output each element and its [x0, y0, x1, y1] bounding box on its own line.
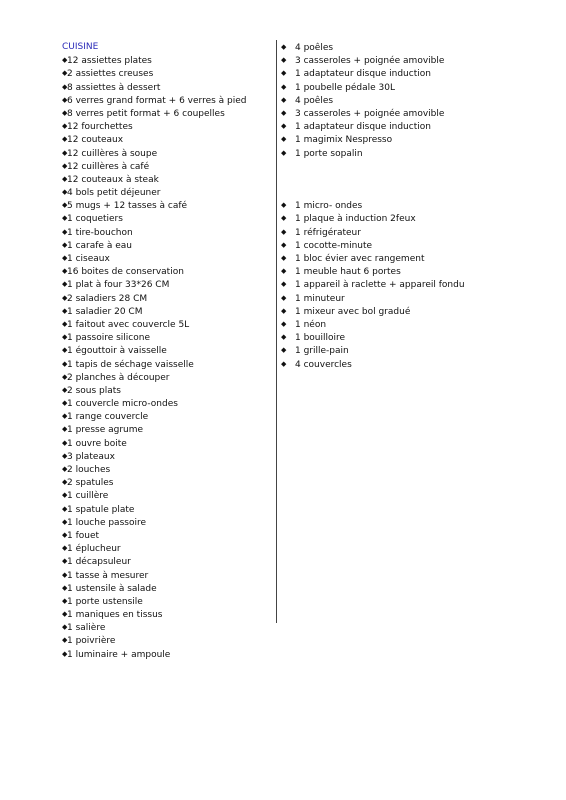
list-item-text: 12 cuillères à soupe — [67, 148, 158, 159]
list-item — [281, 278, 521, 291]
list-item — [62, 463, 272, 476]
bullet-icon: ◆ — [62, 122, 68, 131]
bullet-icon: ◆ — [62, 148, 68, 157]
bullet-icon: ◆ — [281, 69, 287, 78]
list-item — [62, 503, 272, 516]
bullet-icon: ◆ — [281, 108, 287, 117]
list-item — [62, 265, 272, 278]
bullet-icon: ◆ — [62, 254, 68, 262]
list-item-text: 1 adaptateur disque induction — [295, 69, 431, 80]
bullet-icon: ◆ — [62, 161, 68, 170]
list-item-text: 2 sous plats — [67, 385, 121, 396]
bullet-icon: ◆ — [281, 359, 287, 368]
bullet-icon: ◆ — [62, 478, 68, 487]
bullet-icon: ◆ — [62, 412, 68, 421]
list-item — [281, 41, 521, 54]
list-item — [62, 199, 272, 212]
bullet-icon: ◆ — [281, 122, 287, 131]
list-item — [62, 397, 272, 410]
bullet-icon: ◆ — [62, 557, 68, 566]
list-item-text: 8 verres petit format + 6 coupelles — [67, 108, 225, 119]
list-item-text: 1 presse agrume — [67, 425, 144, 436]
list-spacer — [281, 160, 521, 173]
list-item — [62, 476, 272, 489]
list-item-text: 1 plaque à induction 2feux — [295, 214, 416, 225]
list-item — [281, 212, 521, 225]
list-item-text: 1 poivrière — [67, 636, 116, 647]
list-item-text: 1 grille-pain — [295, 346, 349, 357]
list-item-text: 1 faitout avec couvercle 5L — [67, 319, 190, 330]
bullet-icon: ◆ — [281, 333, 287, 342]
bullet-icon: ◆ — [62, 319, 68, 328]
bullet-icon: ◆ — [281, 280, 287, 289]
list-item — [62, 423, 272, 436]
list-item — [62, 252, 272, 265]
list-item-text: 1 bloc évier avec rangement — [295, 254, 425, 264]
list-item — [62, 489, 272, 502]
list-item-text: 4 couvercles — [295, 359, 352, 370]
list-item — [281, 199, 521, 212]
bullet-icon: ◆ — [281, 201, 287, 210]
bullet-icon: ◆ — [62, 530, 68, 539]
list-item-text: 1 décapsuleur — [67, 557, 131, 568]
bullet-icon: ◆ — [62, 333, 68, 342]
bullet-icon: ◆ — [62, 227, 68, 236]
list-item — [62, 516, 272, 529]
list-item — [62, 582, 272, 595]
list-item — [281, 318, 521, 331]
list-item — [62, 410, 272, 423]
list-item — [281, 226, 521, 239]
list-item — [281, 305, 521, 318]
list-item-text: 2 assiettes creuses — [67, 69, 154, 80]
list-item — [62, 147, 272, 160]
bullet-icon: ◆ — [281, 56, 287, 65]
bullet-icon: ◆ — [62, 636, 68, 645]
list-item — [62, 107, 272, 120]
list-item — [62, 239, 272, 252]
list-item-text: 6 verres grand format + 6 verres à pied — [67, 95, 247, 106]
list-item-text: 1 couvercle micro-ondes — [67, 399, 178, 410]
list-item — [62, 318, 272, 331]
list-item-text: 1 carafe à eau — [67, 240, 132, 251]
list-item-text: 1 micro- ondes — [295, 201, 363, 212]
bullet-icon: ◆ — [62, 649, 68, 658]
list-item — [281, 239, 521, 252]
list-item-text: 2 spatules — [67, 478, 114, 489]
list-item-text: 1 ouvre boite — [67, 438, 127, 449]
list-item — [281, 67, 521, 80]
bullet-icon: ◆ — [62, 188, 68, 197]
list-item-text: 1 éplucheur — [67, 544, 121, 555]
list-item — [62, 634, 272, 647]
bullet-icon: ◆ — [62, 399, 68, 408]
list-item — [62, 529, 272, 542]
list-item — [62, 331, 272, 344]
list-item-text: 1 bouilloire — [295, 333, 346, 344]
list-item — [62, 133, 272, 146]
list-item — [62, 94, 272, 107]
list-item — [62, 371, 272, 384]
list-item — [62, 595, 272, 608]
bullet-icon: ◆ — [62, 570, 68, 579]
list-item — [62, 608, 272, 621]
list-item-text: 1 mixeur avec bol gradué — [295, 306, 411, 317]
list-item — [62, 278, 272, 291]
left-column — [62, 41, 272, 661]
list-item — [62, 173, 272, 186]
list-item — [281, 133, 521, 146]
bullet-icon: ◆ — [62, 240, 68, 249]
list-item-text: 12 assiettes plates — [67, 56, 152, 67]
list-item-text: 1 poubelle pédale 30L — [295, 82, 396, 93]
bullet-icon: ◆ — [62, 135, 68, 144]
bullet-icon: ◆ — [62, 56, 68, 65]
list-item-text: 1 passoire silicone — [67, 333, 150, 344]
list-item-text: 1 réfrigérateur — [295, 227, 361, 238]
bullet-icon: ◆ — [62, 82, 68, 91]
list-item-text: 2 saladiers 28 CM — [67, 293, 148, 304]
list-item-text: 1 ciseaux — [67, 254, 110, 264]
list-item — [281, 344, 521, 357]
bullet-icon: ◆ — [62, 451, 68, 460]
bullet-icon: ◆ — [62, 280, 68, 289]
bullet-icon: ◆ — [281, 82, 287, 91]
list-item — [62, 54, 272, 67]
list-item-text: 1 range couvercle — [67, 412, 149, 423]
list-item — [281, 265, 521, 278]
bullet-icon: ◆ — [62, 623, 68, 632]
list-item-text: 1 luminaire + ampoule — [67, 649, 171, 660]
list-item-text: 1 coquetiers — [67, 214, 123, 225]
list-item-text: 1 plat à four 33*26 CM — [67, 280, 170, 291]
list-item — [62, 120, 272, 133]
list-item — [62, 67, 272, 80]
bullet-icon: ◆ — [62, 108, 68, 117]
bullet-icon: ◆ — [281, 319, 287, 328]
list-item — [62, 358, 272, 371]
bullet-icon: ◆ — [62, 465, 68, 473]
list-item — [62, 160, 272, 173]
list-item — [62, 648, 272, 661]
bullet-icon: ◆ — [281, 214, 287, 223]
list-spacer — [281, 186, 521, 199]
list-item — [62, 186, 272, 199]
list-item — [281, 54, 521, 67]
list-item — [281, 120, 521, 133]
list-item-text: 12 cuillères à café — [67, 161, 150, 172]
bullet-icon: ◆ — [281, 254, 287, 262]
list-item — [62, 226, 272, 239]
list-item-text: 1 égouttoir à vaisselle — [67, 346, 167, 357]
bullet-icon: ◆ — [62, 372, 68, 381]
list-item — [62, 450, 272, 463]
list-item — [281, 252, 521, 265]
bullet-icon: ◆ — [62, 517, 68, 526]
list-item — [281, 358, 521, 371]
right-column — [281, 41, 521, 371]
bullet-icon: ◆ — [281, 43, 287, 51]
bullet-icon: ◆ — [62, 596, 68, 605]
list-item — [62, 542, 272, 555]
list-item-text: 4 poêles — [295, 95, 334, 106]
list-item — [281, 147, 521, 160]
list-item-text: 1 louche passoire — [67, 517, 147, 528]
column-divider — [276, 40, 277, 623]
list-item — [62, 621, 272, 634]
bullet-icon: ◆ — [281, 293, 287, 302]
bullet-icon: ◆ — [281, 267, 287, 276]
list-item-text: 12 couteaux à steak — [67, 174, 159, 185]
list-item — [62, 292, 272, 305]
list-item-text: 1 adaptateur disque induction — [295, 122, 431, 133]
bullet-icon: ◆ — [62, 610, 68, 619]
list-item-text: 1 saladier 20 CM — [67, 306, 143, 317]
bullet-icon: ◆ — [62, 306, 68, 315]
list-item-text: 2 planches à découper — [67, 372, 170, 383]
list-item-text: 4 bols petit déjeuner — [67, 188, 161, 199]
bullet-icon: ◆ — [62, 438, 68, 447]
left-item-list — [62, 54, 272, 661]
bullet-icon: ◆ — [62, 214, 68, 223]
list-item — [62, 555, 272, 568]
bullet-icon: ◆ — [62, 544, 68, 553]
bullet-icon: ◆ — [62, 359, 68, 368]
list-item — [62, 81, 272, 94]
section-heading: CUISINE — [62, 42, 99, 52]
list-item-text: 2 louches — [67, 465, 111, 475]
list-item-text: 12 fourchettes — [67, 122, 133, 133]
bullet-icon: ◆ — [62, 293, 68, 302]
list-item-text: 3 casseroles + poignée amovible — [295, 108, 445, 119]
list-item-text: 1 porte sopalin — [295, 148, 363, 159]
bullet-icon: ◆ — [281, 148, 287, 157]
list-item — [62, 305, 272, 318]
list-item — [62, 437, 272, 450]
bullet-icon: ◆ — [62, 491, 68, 500]
bullet-icon: ◆ — [62, 174, 68, 183]
list-item-text: 1 porte ustensile — [67, 596, 143, 607]
list-item — [281, 292, 521, 305]
bullet-icon: ◆ — [62, 346, 68, 355]
list-item-text: 1 meuble haut 6 portes — [295, 267, 401, 278]
list-item — [62, 384, 272, 397]
list-item-text: 3 casseroles + poignée amovible — [295, 56, 445, 67]
list-item-text: 1 appareil à raclette + appareil fondu — [295, 280, 465, 291]
list-item — [62, 344, 272, 357]
list-item-text: 1 cuillère — [67, 491, 109, 502]
list-item-text: 1 fouet — [67, 530, 100, 541]
list-item-text: 1 néon — [295, 319, 327, 330]
list-item-text: 1 minuteur — [295, 293, 345, 304]
right-item-list-appliances-1 — [281, 41, 521, 160]
list-item-text: 1 tapis de séchage vaisselle — [67, 359, 194, 370]
list-item-text: 4 poêles — [295, 43, 334, 53]
list-item-text: 1 magimix Nespresso — [295, 135, 393, 146]
list-item-text: 1 maniques en tissus — [67, 610, 163, 621]
list-item — [281, 81, 521, 94]
bullet-icon: ◆ — [281, 95, 287, 104]
list-item — [281, 94, 521, 107]
bullet-icon: ◆ — [62, 583, 68, 592]
list-spacer — [281, 173, 521, 186]
bullet-icon: ◆ — [62, 504, 68, 513]
bullet-icon: ◆ — [62, 95, 68, 104]
right-item-list-appliances-2 — [281, 199, 521, 370]
bullet-icon: ◆ — [62, 267, 68, 276]
list-item-text: 16 boites de conservation — [67, 267, 184, 278]
bullet-icon: ◆ — [62, 385, 68, 394]
list-item — [281, 331, 521, 344]
list-item-text: 1 salière — [67, 623, 106, 634]
list-item-text: 1 tasse à mesurer — [67, 570, 149, 581]
list-item-text: 1 tire-bouchon — [67, 227, 133, 238]
bullet-icon: ◆ — [281, 227, 287, 236]
bullet-icon: ◆ — [281, 306, 287, 315]
list-item — [62, 569, 272, 582]
list-item-text: 5 mugs + 12 tasses à café — [67, 201, 188, 212]
bullet-icon: ◆ — [62, 69, 68, 78]
list-item-text: 12 couteaux — [67, 135, 124, 146]
bullet-icon: ◆ — [62, 425, 68, 434]
bullet-icon: ◆ — [281, 240, 287, 249]
list-item — [281, 107, 521, 120]
bullet-icon: ◆ — [281, 346, 287, 355]
bullet-icon: ◆ — [281, 135, 287, 144]
list-item-text: 1 spatule plate — [67, 504, 135, 515]
list-item-text: 3 plateaux — [67, 451, 115, 462]
list-item-text: 1 ustensile à salade — [67, 583, 157, 594]
list-item-text: 1 cocotte-minute — [295, 240, 373, 251]
bullet-icon: ◆ — [62, 201, 68, 210]
list-item-text: 8 assiettes à dessert — [67, 82, 161, 93]
list-item — [62, 212, 272, 225]
